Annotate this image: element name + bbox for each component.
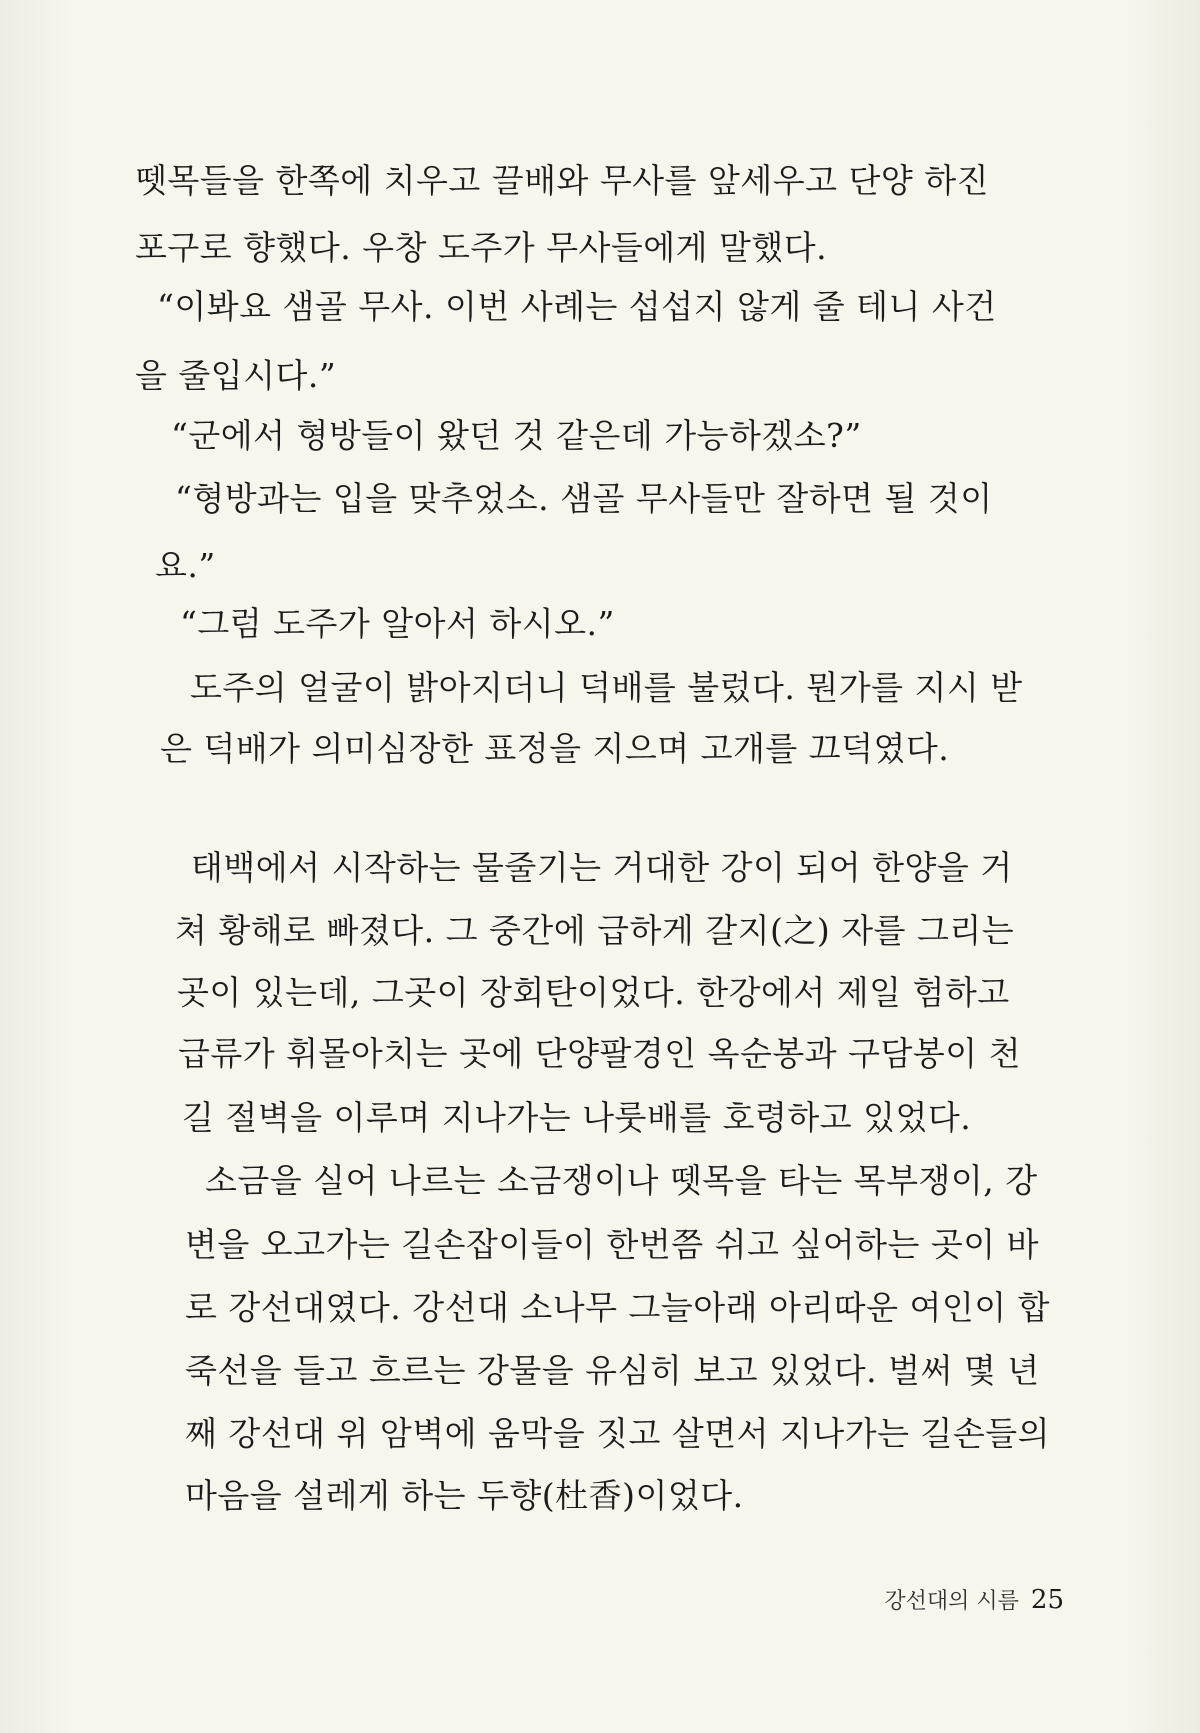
text-line: 요.” <box>155 546 216 585</box>
text-line: 변을 오고가는 길손잡이들이 한번쯤 쉬고 싶어하는 곳이 바 <box>185 1225 1039 1264</box>
text-line: “군에서 형방들이 왔던 것 같은데 가능하겠소?” <box>171 416 862 455</box>
page-number: 25 <box>1030 1585 1064 1615</box>
text-line: 쳐 황해로 빠졌다. 그 중간에 급하게 갈지(之) 자를 그리는 <box>175 911 1015 950</box>
text-line: 뗏목들을 한쪽에 치우고 끌배와 무사를 앞세우고 단양 하진 <box>135 161 989 200</box>
text-line: “형방과는 입을 맞추었소. 샘골 무사들만 잘하면 될 것이 <box>175 479 993 518</box>
text-line: “이봐요 샘골 무사. 이번 사례는 섭섭지 않게 줄 테니 사건 <box>157 287 997 326</box>
text-line: “그럼 도주가 알아서 하시오.” <box>180 604 615 643</box>
text-line: 은 덕배가 의미심장한 표정을 지으며 고개를 끄덕였다. <box>160 729 950 768</box>
text-line: 죽선을 들고 흐르는 강물을 유심히 보고 있었다. 벌써 몇 년 <box>185 1351 1040 1390</box>
text-line: 마음을 설레게 하는 두향(杜香)이었다. <box>185 1476 744 1515</box>
text-line: 급류가 휘몰아치는 곳에 단양팔경인 옥순봉과 구담봉이 천 <box>178 1034 1022 1073</box>
running-title: 강선대의 시름 <box>884 1589 1019 1614</box>
text-line: 로 강선대였다. 강선대 소나무 그늘아래 아리따운 여인이 합 <box>185 1288 1050 1327</box>
text-line: 포구로 향했다. 우창 도주가 무사들에게 말했다. <box>135 228 828 267</box>
text-line: 째 강선대 위 암벽에 움막을 짓고 살면서 지나가는 길손들의 <box>185 1414 1050 1453</box>
text-line: 곳이 있는데, 그곳이 장회탄이었다. 한강에서 제일 험하고 <box>177 973 1010 1012</box>
page-footer <box>884 1584 1064 1615</box>
text-line: 길 절벽을 이루며 지나가는 나룻배를 호령하고 있었다. <box>182 1098 972 1137</box>
text-line: 소금을 실어 나르는 소금쟁이나 뗏목을 타는 목부쟁이, 강 <box>205 1161 1038 1200</box>
text-line: 도주의 얼굴이 밝아지더니 덕배를 불렀다. 뭔가를 지시 받 <box>190 668 1023 707</box>
text-line: 태백에서 시작하는 물줄기는 거대한 강이 되어 한양을 거 <box>191 848 1013 887</box>
text-line: 을 줄입시다.” <box>135 356 337 395</box>
